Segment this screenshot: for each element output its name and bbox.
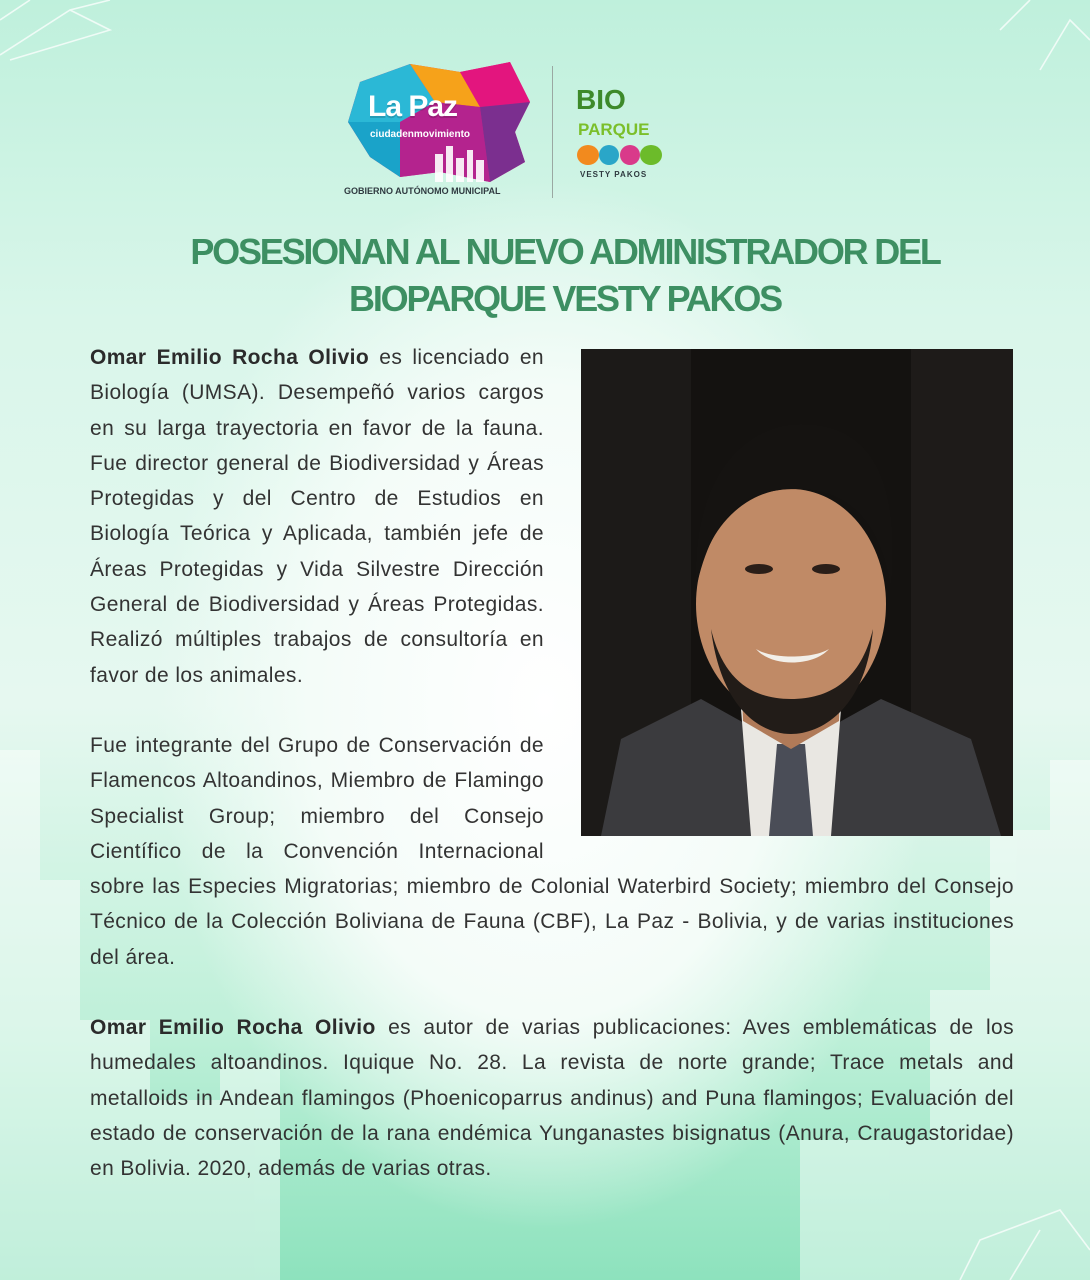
la-paz-emblem-icon: [340, 62, 535, 187]
la-paz-logo-title: La Paz: [368, 90, 458, 123]
bioparque-logo: [576, 84, 666, 184]
person-name: Omar Emilio Rocha Olivio: [90, 1016, 376, 1040]
la-paz-logo-subtitle: ciudadenmovimiento: [370, 129, 471, 140]
paragraph-3: [90, 1010, 1014, 1186]
logo-divider: [552, 66, 553, 198]
la-paz-logo: [340, 62, 535, 202]
article-body: [90, 340, 1014, 1187]
la-paz-government-label: GOBIERNO AUTÓNOMO MUNICIPAL: [344, 186, 501, 196]
headline-line-1: POSESIONAN AL NUEVO ADMINISTRADOR DEL: [190, 231, 940, 272]
paragraph-1-text: es licenciado en Biología (UMSA). Desempeñó varios cargos en su larga trayectoria en favor de la fauna. Fue director general de Biodiversidad y Áreas Protegidas y del Centro de Estudios en Biología Teórica y Aplicada, también jefe de Áreas Protegidas y Vida Silvestre Dirección General de Biodiversidad y Áreas Protegidas. Realizó múltiples trabajos de consultoría en favor de los animales.: [90, 346, 545, 687]
headline: [120, 228, 1010, 322]
bioparque-logo-vesty: VESTY PAKOS: [580, 170, 648, 179]
paragraph-gap: [90, 975, 1014, 1010]
header-logos: [340, 62, 670, 202]
photo-wrap-spacer: [544, 340, 1014, 862]
paragraph-3-text: es autor de varias publicaciones: Aves emblemáticas de los humedales altoandinos. Iquique No. 28. La revista de norte grande; Trace metals and metalloids in Andean flamingos (Phoenicoparrus andinus) and Puna flamingos; Evaluación del estado de conservación de la rana endémica Yunganastes bisignatus (Anura, Craugastoridae) en Bolivia. 2020, además de varias otras.: [90, 1016, 1015, 1181]
bioparque-logo-bio: BIO: [576, 84, 626, 115]
animals-icon: [576, 142, 664, 168]
headline-line-2: BIOPARQUE VESTY PAKOS: [349, 278, 781, 319]
paragraph-2: Fue integrante del Grupo de Conservación de Flamencos Altoandinos, Miembro de Flamingo Specialist Group; miembro del Consejo Científico de la Convención Internacional sobre las Especies Migratorias; miembro de Colonial Waterbird Society; miembro del Consejo Técnico de la Colección Boliviana de Fauna (CBF), La Paz - Bolivia, y de varias instituciones del área.: [90, 733, 1014, 969]
bioparque-logo-parque: PARQUE: [578, 120, 650, 139]
person-name: Omar Emilio Rocha Olivio: [90, 346, 370, 369]
